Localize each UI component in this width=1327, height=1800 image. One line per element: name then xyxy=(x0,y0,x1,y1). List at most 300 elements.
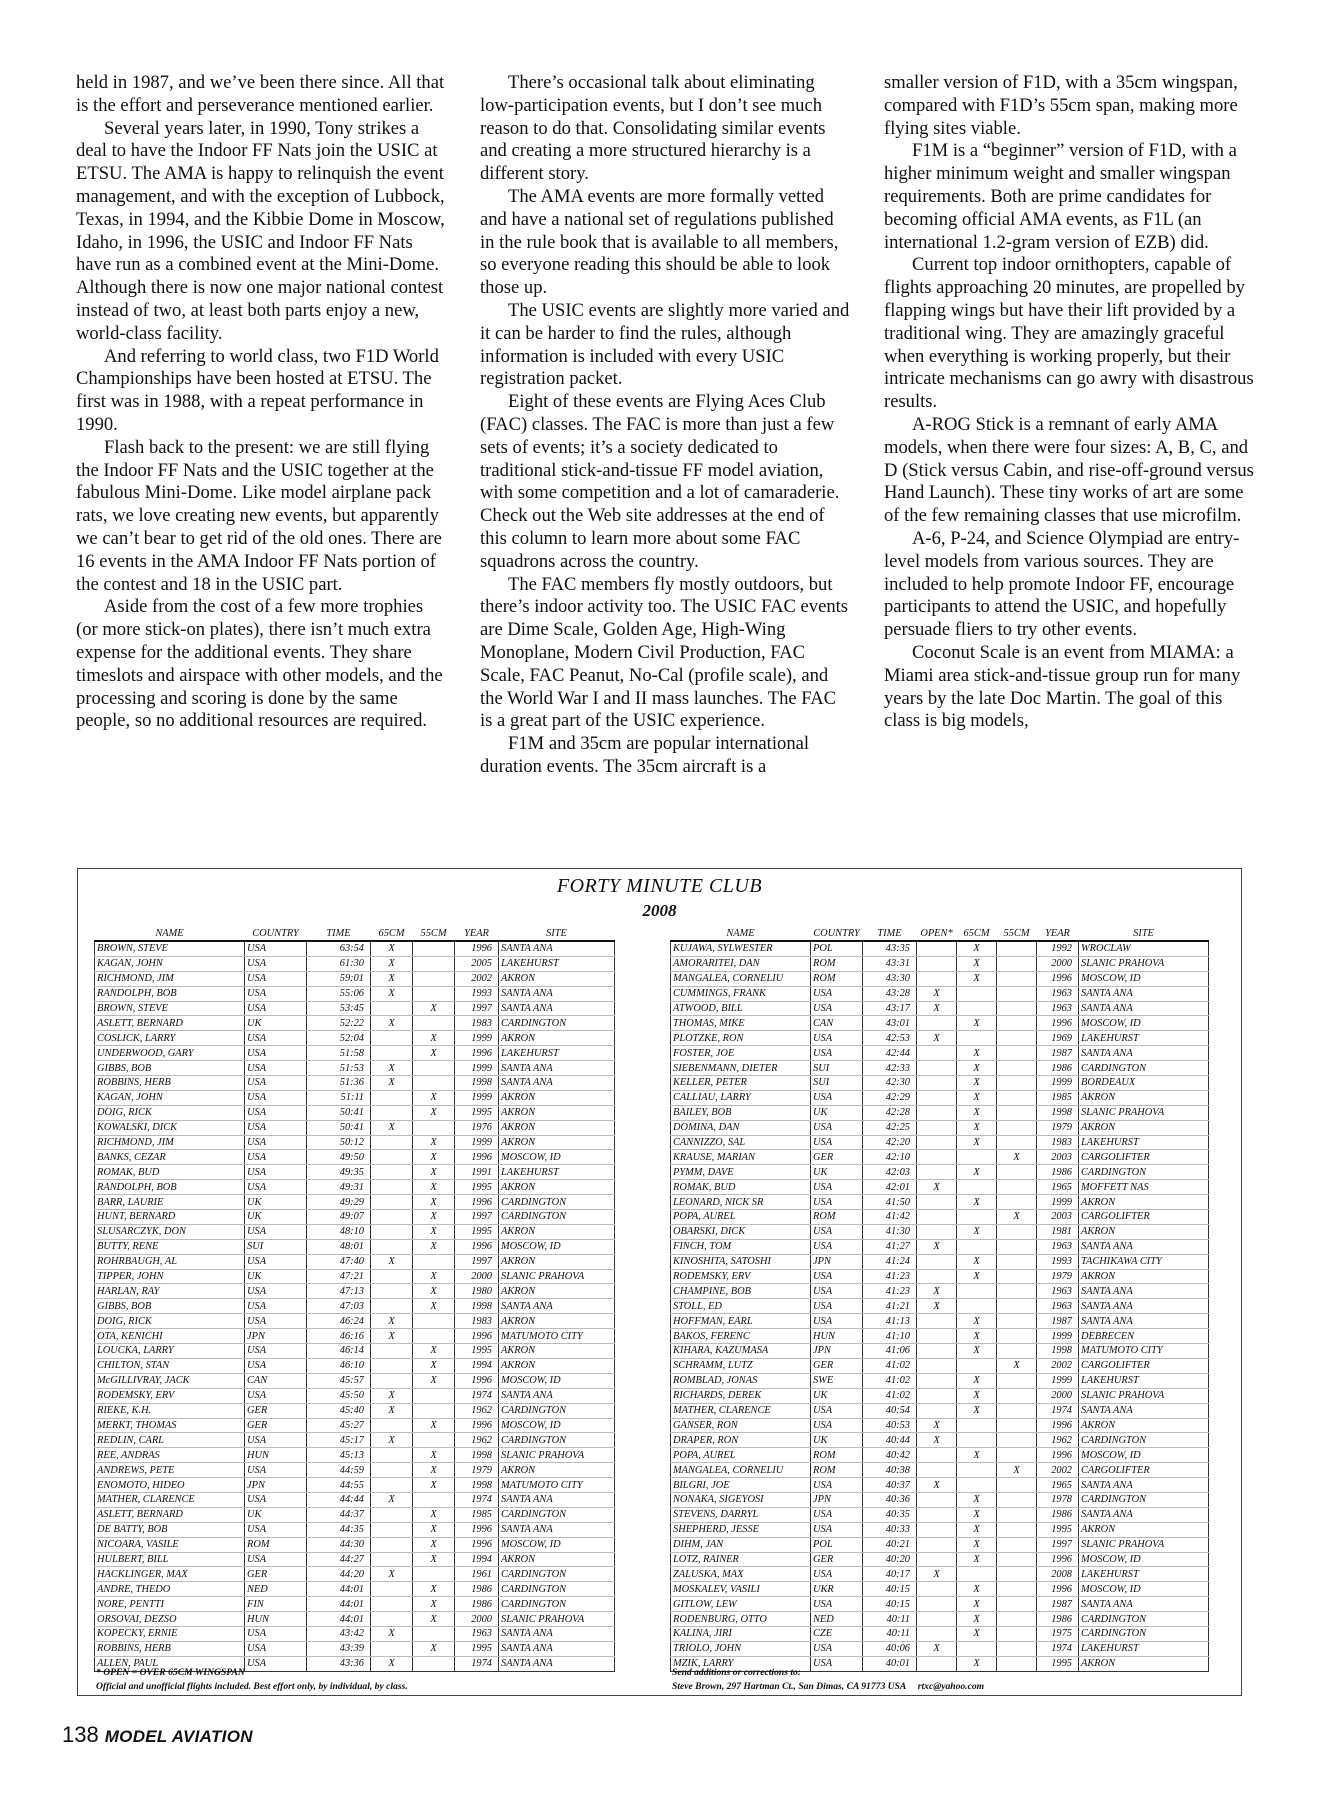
table-cell: BANKS, CEZAR xyxy=(95,1150,245,1165)
table-cell: X xyxy=(371,956,413,971)
table-cell: 1962 xyxy=(1037,1433,1079,1448)
table-cell: SANTA ANA xyxy=(499,1299,615,1314)
table-cell xyxy=(957,986,997,1001)
table-cell: HUN xyxy=(811,1329,863,1344)
table-cell: UK xyxy=(811,1165,863,1180)
table-cell: CARDINGTON xyxy=(1079,1612,1209,1627)
table-cell: 40:01 xyxy=(863,1656,917,1671)
table-row xyxy=(671,1478,1209,1493)
table-cell: 1983 xyxy=(455,1314,499,1329)
table-cell: 1996 xyxy=(455,1329,499,1344)
table-cell: X xyxy=(371,1120,413,1135)
table-cell: HUN xyxy=(245,1612,307,1627)
table-cell: UK xyxy=(245,1016,307,1031)
table-cell: 41:23 xyxy=(863,1269,917,1284)
table-cell: X xyxy=(957,1061,997,1076)
table-cell xyxy=(997,1537,1037,1552)
table-row xyxy=(95,1463,615,1478)
table-cell xyxy=(957,1478,997,1493)
table-cell xyxy=(371,1284,413,1299)
table-cell: SANTA ANA xyxy=(499,1061,615,1076)
table-cell xyxy=(413,1403,455,1418)
table-cell: CARDINGTON xyxy=(499,1507,615,1522)
table-cell: 1999 xyxy=(455,1031,499,1046)
table-cell: AKRON xyxy=(499,1284,615,1299)
column-header: 55CM xyxy=(997,927,1037,941)
table-cell: CARDINGTON xyxy=(499,1597,615,1612)
table-cell: 43:31 xyxy=(863,956,917,971)
table-cell: X xyxy=(957,1552,997,1567)
table-row xyxy=(671,1552,1209,1567)
table-row xyxy=(671,956,1209,971)
table-cell xyxy=(371,1641,413,1656)
table-cell: USA xyxy=(811,1135,863,1150)
table-cell: SANTA ANA xyxy=(1079,1507,1209,1522)
table-cell: 46:16 xyxy=(307,1329,371,1344)
table-cell xyxy=(917,1061,957,1076)
table-cell xyxy=(371,1358,413,1373)
table-cell: 42:03 xyxy=(863,1165,917,1180)
table-cell: 1975 xyxy=(1037,1626,1079,1641)
table-cell: X xyxy=(957,1522,997,1537)
corrections-label: Send additions or corrections to: xyxy=(672,1667,801,1678)
table-cell: X xyxy=(957,1224,997,1239)
table-cell: SANTA ANA xyxy=(1079,1284,1209,1299)
table-cell: UKR xyxy=(811,1582,863,1597)
table-cell xyxy=(917,1626,957,1641)
table-row xyxy=(671,1016,1209,1031)
table-cell: 46:24 xyxy=(307,1314,371,1329)
table-cell: USA xyxy=(245,1492,307,1507)
table-cell: POPA, AUREL xyxy=(671,1448,811,1463)
table-cell xyxy=(371,1507,413,1522)
table-cell: CALLIAU, LARRY xyxy=(671,1090,811,1105)
column-header: 65CM xyxy=(957,927,997,941)
table-cell: USA xyxy=(811,1597,863,1612)
table-cell: AKRON xyxy=(1079,1195,1209,1210)
table-cell: DRAPER, RON xyxy=(671,1433,811,1448)
table-cell: CARDINGTON xyxy=(1079,1433,1209,1448)
table-cell: HUNT, BERNARD xyxy=(95,1210,245,1225)
table-cell: GIBBS, BOB xyxy=(95,1299,245,1314)
table-cell xyxy=(997,1120,1037,1135)
table-cell: USA xyxy=(811,1478,863,1493)
table-cell: 41:42 xyxy=(863,1210,917,1225)
table-cell: 1996 xyxy=(455,1046,499,1061)
table-cell: 46:14 xyxy=(307,1344,371,1359)
table-row xyxy=(95,956,615,971)
table-cell xyxy=(997,956,1037,971)
table-cell xyxy=(413,1076,455,1091)
table-cell: HOFFMAN, EARL xyxy=(671,1314,811,1329)
table-cell: 2003 xyxy=(1037,1150,1079,1165)
column-header: 65CM xyxy=(371,927,413,941)
table-cell xyxy=(997,1105,1037,1120)
table-row xyxy=(95,1358,615,1373)
table-cell xyxy=(371,1522,413,1537)
table-cell xyxy=(997,1597,1037,1612)
table-cell: X xyxy=(957,1597,997,1612)
table-cell: ASLETT, BERNARD xyxy=(95,1016,245,1031)
table-cell: X xyxy=(957,1269,997,1284)
table-row xyxy=(95,1344,615,1359)
table-cell: USA xyxy=(811,1641,863,1656)
table-cell: 40:21 xyxy=(863,1537,917,1552)
table-cell: 40:42 xyxy=(863,1448,917,1463)
table-cell: FOSTER, JOE xyxy=(671,1046,811,1061)
table-row xyxy=(95,1418,615,1433)
table-cell: HULBERT, BILL xyxy=(95,1552,245,1567)
table-cell: USA xyxy=(811,1180,863,1195)
table-cell: REDLIN, CARL xyxy=(95,1433,245,1448)
table-cell: CHAMPINE, BOB xyxy=(671,1284,811,1299)
article-column-3 xyxy=(884,72,1256,832)
table-cell: X xyxy=(917,1284,957,1299)
table-cell: 1995 xyxy=(1037,1522,1079,1537)
table-cell: 42:10 xyxy=(863,1150,917,1165)
paragraph: The FAC members fly mostly outdoors, but there’s indoor activity too. The USIC FAC events are Dime Scale, Golden Age, High-Wing Monoplane, Modern Civil Production, FAC Scale, FAC Peanut, No-Cal (profile scale), and the World War I and II mass launches. The FAC is a great part of the USIC experience. xyxy=(480,573,849,732)
table-cell: GER xyxy=(811,1150,863,1165)
column-header: YEAR xyxy=(1037,927,1079,941)
table-cell xyxy=(997,1016,1037,1031)
table-row xyxy=(95,1061,615,1076)
table-row xyxy=(95,1046,615,1061)
table-cell: USA xyxy=(245,1344,307,1359)
table-row xyxy=(671,1001,1209,1016)
table-cell: USA xyxy=(245,1388,307,1403)
table-cell: ALLEN, PAUL xyxy=(95,1656,245,1671)
table-cell: 44:35 xyxy=(307,1522,371,1537)
table-cell: 53:45 xyxy=(307,1001,371,1016)
table-cell: SUI xyxy=(811,1076,863,1091)
table-cell: USA xyxy=(245,1001,307,1016)
paragraph: held in 1987, and we’ve been there since. All that is the effort and perseverance mentioned earlier. xyxy=(76,72,445,116)
table-cell: SANTA ANA xyxy=(499,941,615,956)
table-cell: 2008 xyxy=(1037,1567,1079,1582)
table-cell: 49:29 xyxy=(307,1195,371,1210)
table-cell: GER xyxy=(811,1552,863,1567)
table-cell: 51:58 xyxy=(307,1046,371,1061)
table-cell: AKRON xyxy=(1079,1224,1209,1239)
table-row xyxy=(95,1105,615,1120)
table-cell: X xyxy=(413,1478,455,1493)
table-cell xyxy=(997,1001,1037,1016)
table-cell: SIEBENMANN, DIETER xyxy=(671,1061,811,1076)
table-cell: SANTA ANA xyxy=(499,1001,615,1016)
table-cell xyxy=(957,1180,997,1195)
table-cell: 40:15 xyxy=(863,1582,917,1597)
corrections-address: Steve Brown, 297 Hartman Ct., San Dimas, CA 91773 USA rtxc@yahoo.com xyxy=(672,1681,985,1692)
table-cell: STOLL, ED xyxy=(671,1299,811,1314)
forty-minute-club-box xyxy=(77,868,1242,1696)
table-row xyxy=(95,1165,615,1180)
table-cell: 40:37 xyxy=(863,1478,917,1493)
table-cell: JPN xyxy=(811,1492,863,1507)
table-cell xyxy=(917,956,957,971)
table-cell: X xyxy=(413,1641,455,1656)
table-row xyxy=(95,1195,615,1210)
column-header: NAME xyxy=(95,927,245,941)
left-results-table xyxy=(94,927,615,1672)
table-cell: LAKEHURST xyxy=(1079,1641,1209,1656)
column-header: YEAR xyxy=(455,927,499,941)
table-cell: 1962 xyxy=(455,1403,499,1418)
table-cell: USA xyxy=(245,1180,307,1195)
table-cell xyxy=(371,1090,413,1105)
table-cell: POL xyxy=(811,941,863,956)
table-cell: 41:06 xyxy=(863,1344,917,1359)
table-row xyxy=(671,1626,1209,1641)
table-cell: RODEMSKY, ERV xyxy=(95,1388,245,1403)
table-cell: 1995 xyxy=(455,1180,499,1195)
table-cell: 1974 xyxy=(455,1656,499,1671)
table-cell: 41:30 xyxy=(863,1224,917,1239)
table-cell: 1993 xyxy=(1037,1254,1079,1269)
table-cell xyxy=(413,1626,455,1641)
table-cell: X xyxy=(413,1344,455,1359)
table-row xyxy=(95,1001,615,1016)
table-cell: UK xyxy=(811,1388,863,1403)
table-cell xyxy=(413,1567,455,1582)
table-cell: LAKEHURST xyxy=(1079,1135,1209,1150)
table-cell: USA xyxy=(811,986,863,1001)
table-row xyxy=(95,1552,615,1567)
table-cell: MATHER, CLARENCE xyxy=(671,1403,811,1418)
table-cell: 43:39 xyxy=(307,1641,371,1656)
table-row xyxy=(95,1448,615,1463)
table-cell: CARDINGTON xyxy=(499,1403,615,1418)
table-cell: 44:01 xyxy=(307,1612,371,1627)
table-cell: ROBBINS, HERB xyxy=(95,1076,245,1091)
table-cell: 40:35 xyxy=(863,1507,917,1522)
table-cell: X xyxy=(371,1329,413,1344)
table-cell: 44:44 xyxy=(307,1492,371,1507)
table-cell: 40:15 xyxy=(863,1597,917,1612)
table-cell xyxy=(917,1314,957,1329)
table-cell: CARDINGTON xyxy=(499,1433,615,1448)
table-row xyxy=(671,986,1209,1001)
table-cell: DOIG, RICK xyxy=(95,1105,245,1120)
table-cell: USA xyxy=(811,1120,863,1135)
table-cell: MOSCOW, ID xyxy=(1079,1016,1209,1031)
table-row xyxy=(671,1507,1209,1522)
table-cell: LEONARD, NICK SR xyxy=(671,1195,811,1210)
table-cell: CHILTON, STAN xyxy=(95,1358,245,1373)
table-cell: 1985 xyxy=(455,1507,499,1522)
table-cell: 1999 xyxy=(455,1135,499,1150)
table-cell: JPN xyxy=(245,1478,307,1493)
table-row xyxy=(671,1165,1209,1180)
table-row xyxy=(671,1522,1209,1537)
table-cell: X xyxy=(957,1165,997,1180)
table-cell: RODEMSKY, ERV xyxy=(671,1269,811,1284)
table-cell: MOSCOW, ID xyxy=(499,1373,615,1388)
table-cell xyxy=(917,971,957,986)
table-cell: X xyxy=(371,1314,413,1329)
table-cell: 41:21 xyxy=(863,1299,917,1314)
table-cell: AKRON xyxy=(499,1105,615,1120)
table-row xyxy=(671,1448,1209,1463)
table-cell: X xyxy=(957,1016,997,1031)
table-cell: 40:17 xyxy=(863,1567,917,1582)
table-cell: SANTA ANA xyxy=(1079,1403,1209,1418)
table-cell: 1976 xyxy=(455,1120,499,1135)
table-cell: USA xyxy=(245,1120,307,1135)
table-cell: 1996 xyxy=(1037,1582,1079,1597)
table-cell xyxy=(917,1537,957,1552)
table-cell: UK xyxy=(245,1195,307,1210)
table-cell: USA xyxy=(245,1626,307,1641)
table-cell: 1987 xyxy=(1037,1597,1079,1612)
table-cell: X xyxy=(413,1358,455,1373)
table-cell: 42:29 xyxy=(863,1090,917,1105)
article-column-1 xyxy=(76,72,448,832)
table-cell: MOSCOW, ID xyxy=(1079,1582,1209,1597)
table-cell: SLUSARCZYK, DON xyxy=(95,1224,245,1239)
table-cell: TIPPER, JOHN xyxy=(95,1269,245,1284)
table-cell: RICHARDS, DEREK xyxy=(671,1388,811,1403)
table-cell: RIEKE, K.H. xyxy=(95,1403,245,1418)
table-cell: 41:13 xyxy=(863,1314,917,1329)
table-row xyxy=(95,1210,615,1225)
table-cell: RODENBURG, OTTO xyxy=(671,1612,811,1627)
table-row xyxy=(671,1061,1209,1076)
table-cell: 1962 xyxy=(455,1433,499,1448)
table-cell: 1979 xyxy=(1037,1120,1079,1135)
table-cell: 1999 xyxy=(455,1061,499,1076)
table-row xyxy=(671,1299,1209,1314)
table-cell: X xyxy=(997,1358,1037,1373)
table-cell xyxy=(957,1001,997,1016)
table-cell: 42:44 xyxy=(863,1046,917,1061)
footnote-open: * OPEN = OVER 65CM WINGSPAN xyxy=(96,1667,245,1678)
table-cell: USA xyxy=(245,1299,307,1314)
table-cell: USA xyxy=(811,1567,863,1582)
table-cell: UK xyxy=(245,1507,307,1522)
table-cell: 1995 xyxy=(455,1105,499,1120)
paragraph: F1M is a “beginner” version of F1D, with a higher minimum weight and smaller wingspan requirements. Both are prime candidates for becoming official AMA events, as F1L (an international 1.2-gram version of EZB) did. xyxy=(884,140,1237,253)
table-cell: X xyxy=(957,1492,997,1507)
table-cell xyxy=(413,1314,455,1329)
table-cell: 1983 xyxy=(455,1016,499,1031)
table-cell: SLANIC PRAHOVA xyxy=(1079,1388,1209,1403)
table-cell: ROMBLAD, JONAS xyxy=(671,1373,811,1388)
table-cell: 2000 xyxy=(1037,956,1079,971)
table-cell xyxy=(997,1090,1037,1105)
table-cell: X xyxy=(957,1582,997,1597)
table-cell: USA xyxy=(811,1284,863,1299)
table-row xyxy=(95,1492,615,1507)
table-cell xyxy=(997,1061,1037,1076)
column-header: COUNTRY xyxy=(811,927,863,941)
table-cell: 63:54 xyxy=(307,941,371,956)
table-cell: 1963 xyxy=(1037,1299,1079,1314)
table-cell: X xyxy=(957,1195,997,1210)
table-cell: X xyxy=(957,1537,997,1552)
table-cell: USA xyxy=(811,1269,863,1284)
table-row xyxy=(671,1403,1209,1418)
table-cell: ROM xyxy=(811,1463,863,1478)
table-row xyxy=(671,1284,1209,1299)
column-header: COUNTRY xyxy=(245,927,307,941)
table-cell: ROM xyxy=(811,956,863,971)
table-cell xyxy=(957,1567,997,1582)
table-cell: USA xyxy=(245,1552,307,1567)
table-cell: 41:02 xyxy=(863,1388,917,1403)
table-cell xyxy=(997,1031,1037,1046)
table-cell: 1996 xyxy=(455,1418,499,1433)
table-cell: 44:37 xyxy=(307,1507,371,1522)
table-row xyxy=(671,1373,1209,1388)
table-cell: 55:06 xyxy=(307,986,371,1001)
table-cell: AKRON xyxy=(499,1090,615,1105)
table-cell: 49:35 xyxy=(307,1165,371,1180)
table-cell: USA xyxy=(811,1001,863,1016)
table-cell: THOMAS, MIKE xyxy=(671,1016,811,1031)
table-cell: X xyxy=(371,986,413,1001)
table-cell: USA xyxy=(811,1046,863,1061)
magazine-name: MODEL AVIATION xyxy=(104,1727,253,1746)
table-cell xyxy=(371,1195,413,1210)
table-cell: SWE xyxy=(811,1373,863,1388)
table-row xyxy=(671,1463,1209,1478)
table-row xyxy=(95,1090,615,1105)
table-cell: CARDINGTON xyxy=(1079,1061,1209,1076)
table-cell xyxy=(371,1269,413,1284)
table-cell: GER xyxy=(245,1403,307,1418)
table-cell: HARLAN, RAY xyxy=(95,1284,245,1299)
table-cell xyxy=(371,1448,413,1463)
table-cell xyxy=(997,1046,1037,1061)
table-cell: POL xyxy=(811,1537,863,1552)
table-cell xyxy=(997,1329,1037,1344)
table-row xyxy=(95,1582,615,1597)
table-cell: X xyxy=(957,971,997,986)
table-row xyxy=(671,1224,1209,1239)
table-cell: ROHRBAUGH, AL xyxy=(95,1254,245,1269)
table-cell xyxy=(997,971,1037,986)
table-cell: 50:41 xyxy=(307,1120,371,1135)
table-cell xyxy=(413,1016,455,1031)
table-cell xyxy=(371,1552,413,1567)
table-cell: 1996 xyxy=(455,1239,499,1254)
table-cell: 1998 xyxy=(455,1478,499,1493)
table-cell xyxy=(917,1612,957,1627)
table-cell: SLANIC PRAHOVA xyxy=(499,1269,615,1284)
table-cell: USA xyxy=(245,1135,307,1150)
table-cell: OTA, KENICHI xyxy=(95,1329,245,1344)
table-cell: X xyxy=(957,1403,997,1418)
table-row xyxy=(671,1180,1209,1195)
table-cell: X xyxy=(957,1135,997,1150)
table-cell xyxy=(413,1492,455,1507)
table-cell: ENOMOTO, HIDEO xyxy=(95,1478,245,1493)
paragraph: The USIC events are slightly more varied and it can be harder to find the rules, although information is included with every USIC registration packet. xyxy=(480,299,850,390)
table-cell: LOTZ, RAINER xyxy=(671,1552,811,1567)
table-cell: SANTA ANA xyxy=(499,1656,615,1671)
table-row xyxy=(95,1537,615,1552)
table-cell: KIHARA, KAZUMASA xyxy=(671,1344,811,1359)
table-cell: 45:50 xyxy=(307,1388,371,1403)
table-cell xyxy=(997,1522,1037,1537)
table-cell: CARGOLIFTER xyxy=(1079,1358,1209,1373)
table-cell: MOSCOW, ID xyxy=(499,1418,615,1433)
table-cell: UK xyxy=(245,1269,307,1284)
article-column-2 xyxy=(480,72,852,832)
table-cell: 44:59 xyxy=(307,1463,371,1478)
table-cell xyxy=(413,1656,455,1671)
table-cell: 1995 xyxy=(455,1224,499,1239)
